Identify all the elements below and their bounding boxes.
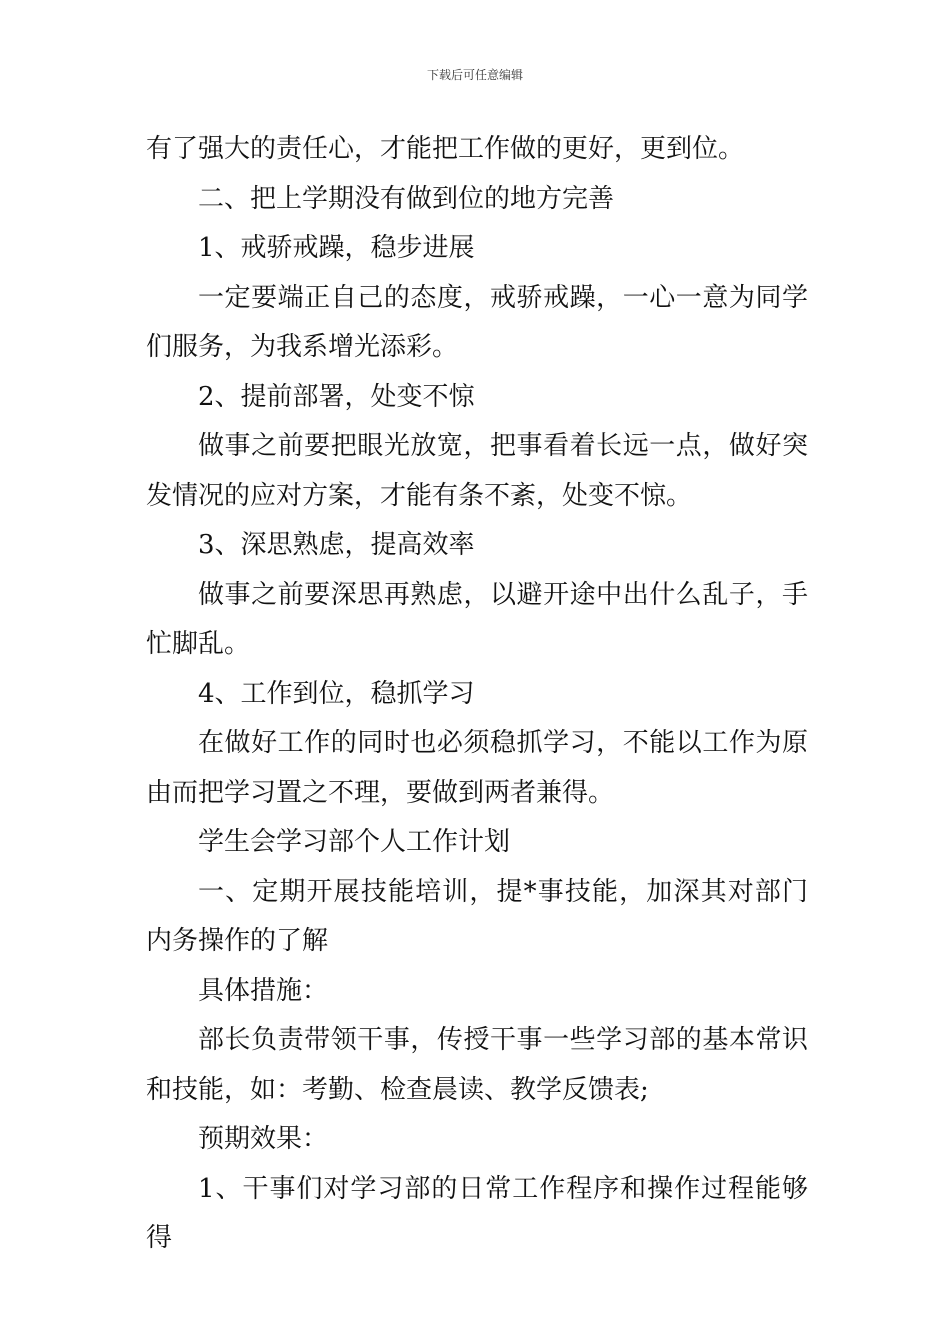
paragraph: 做事之前要把眼光放宽，把事看着长远一点，做好突发情况的应对方案，才能有条不紊，处变不惊。 (146, 431, 808, 511)
subheading: 1、戒骄戒躁，稳步进展 (198, 233, 475, 263)
label-expected-effect: 预期效果： (198, 1124, 329, 1154)
paragraph: 1、干事们对学习部的日常工作程序和操作过程能够得 (146, 1173, 808, 1253)
section-heading: 一、定期开展技能培训，提*事技能，加深其对部门内务操作的了解 (146, 876, 808, 956)
section-heading: 二、把上学期没有做到位的地方完善 (198, 183, 615, 214)
paragraph: 有了强大的责任心，才能把工作做的更好，更到位。 (146, 134, 745, 164)
subheading: 3、深思熟虑，提高效率 (198, 530, 475, 560)
subheading: 4、工作到位，稳抓学习 (198, 678, 475, 709)
paragraph: 做事之前要深思再熟虑，以避开途中出什么乱子，手忙脚乱。 (146, 579, 808, 659)
paragraph: 一定要端正自己的态度，戒骄戒躁，一心一意为同学们服务，为我系增光添彩。 (146, 282, 808, 362)
subheading: 2、提前部署，处变不惊 (198, 381, 475, 412)
label-measures: 具体措施： (198, 975, 329, 1006)
paragraph: 部长负责带领干事，传授干事一些学习部的基本常识和技能，如：考勤、检查晨读、教学反馈表; (146, 1025, 808, 1105)
page-header: 下载后可任意编辑 (426, 68, 523, 82)
document-body (146, 125, 808, 1264)
document-subtitle: 学生会学习部个人工作计划 (198, 827, 511, 857)
paragraph: 在做好工作的同时也必须稳抓学习，不能以工作为原由而把学习置之不理，要做到两者兼得。 (146, 728, 808, 808)
